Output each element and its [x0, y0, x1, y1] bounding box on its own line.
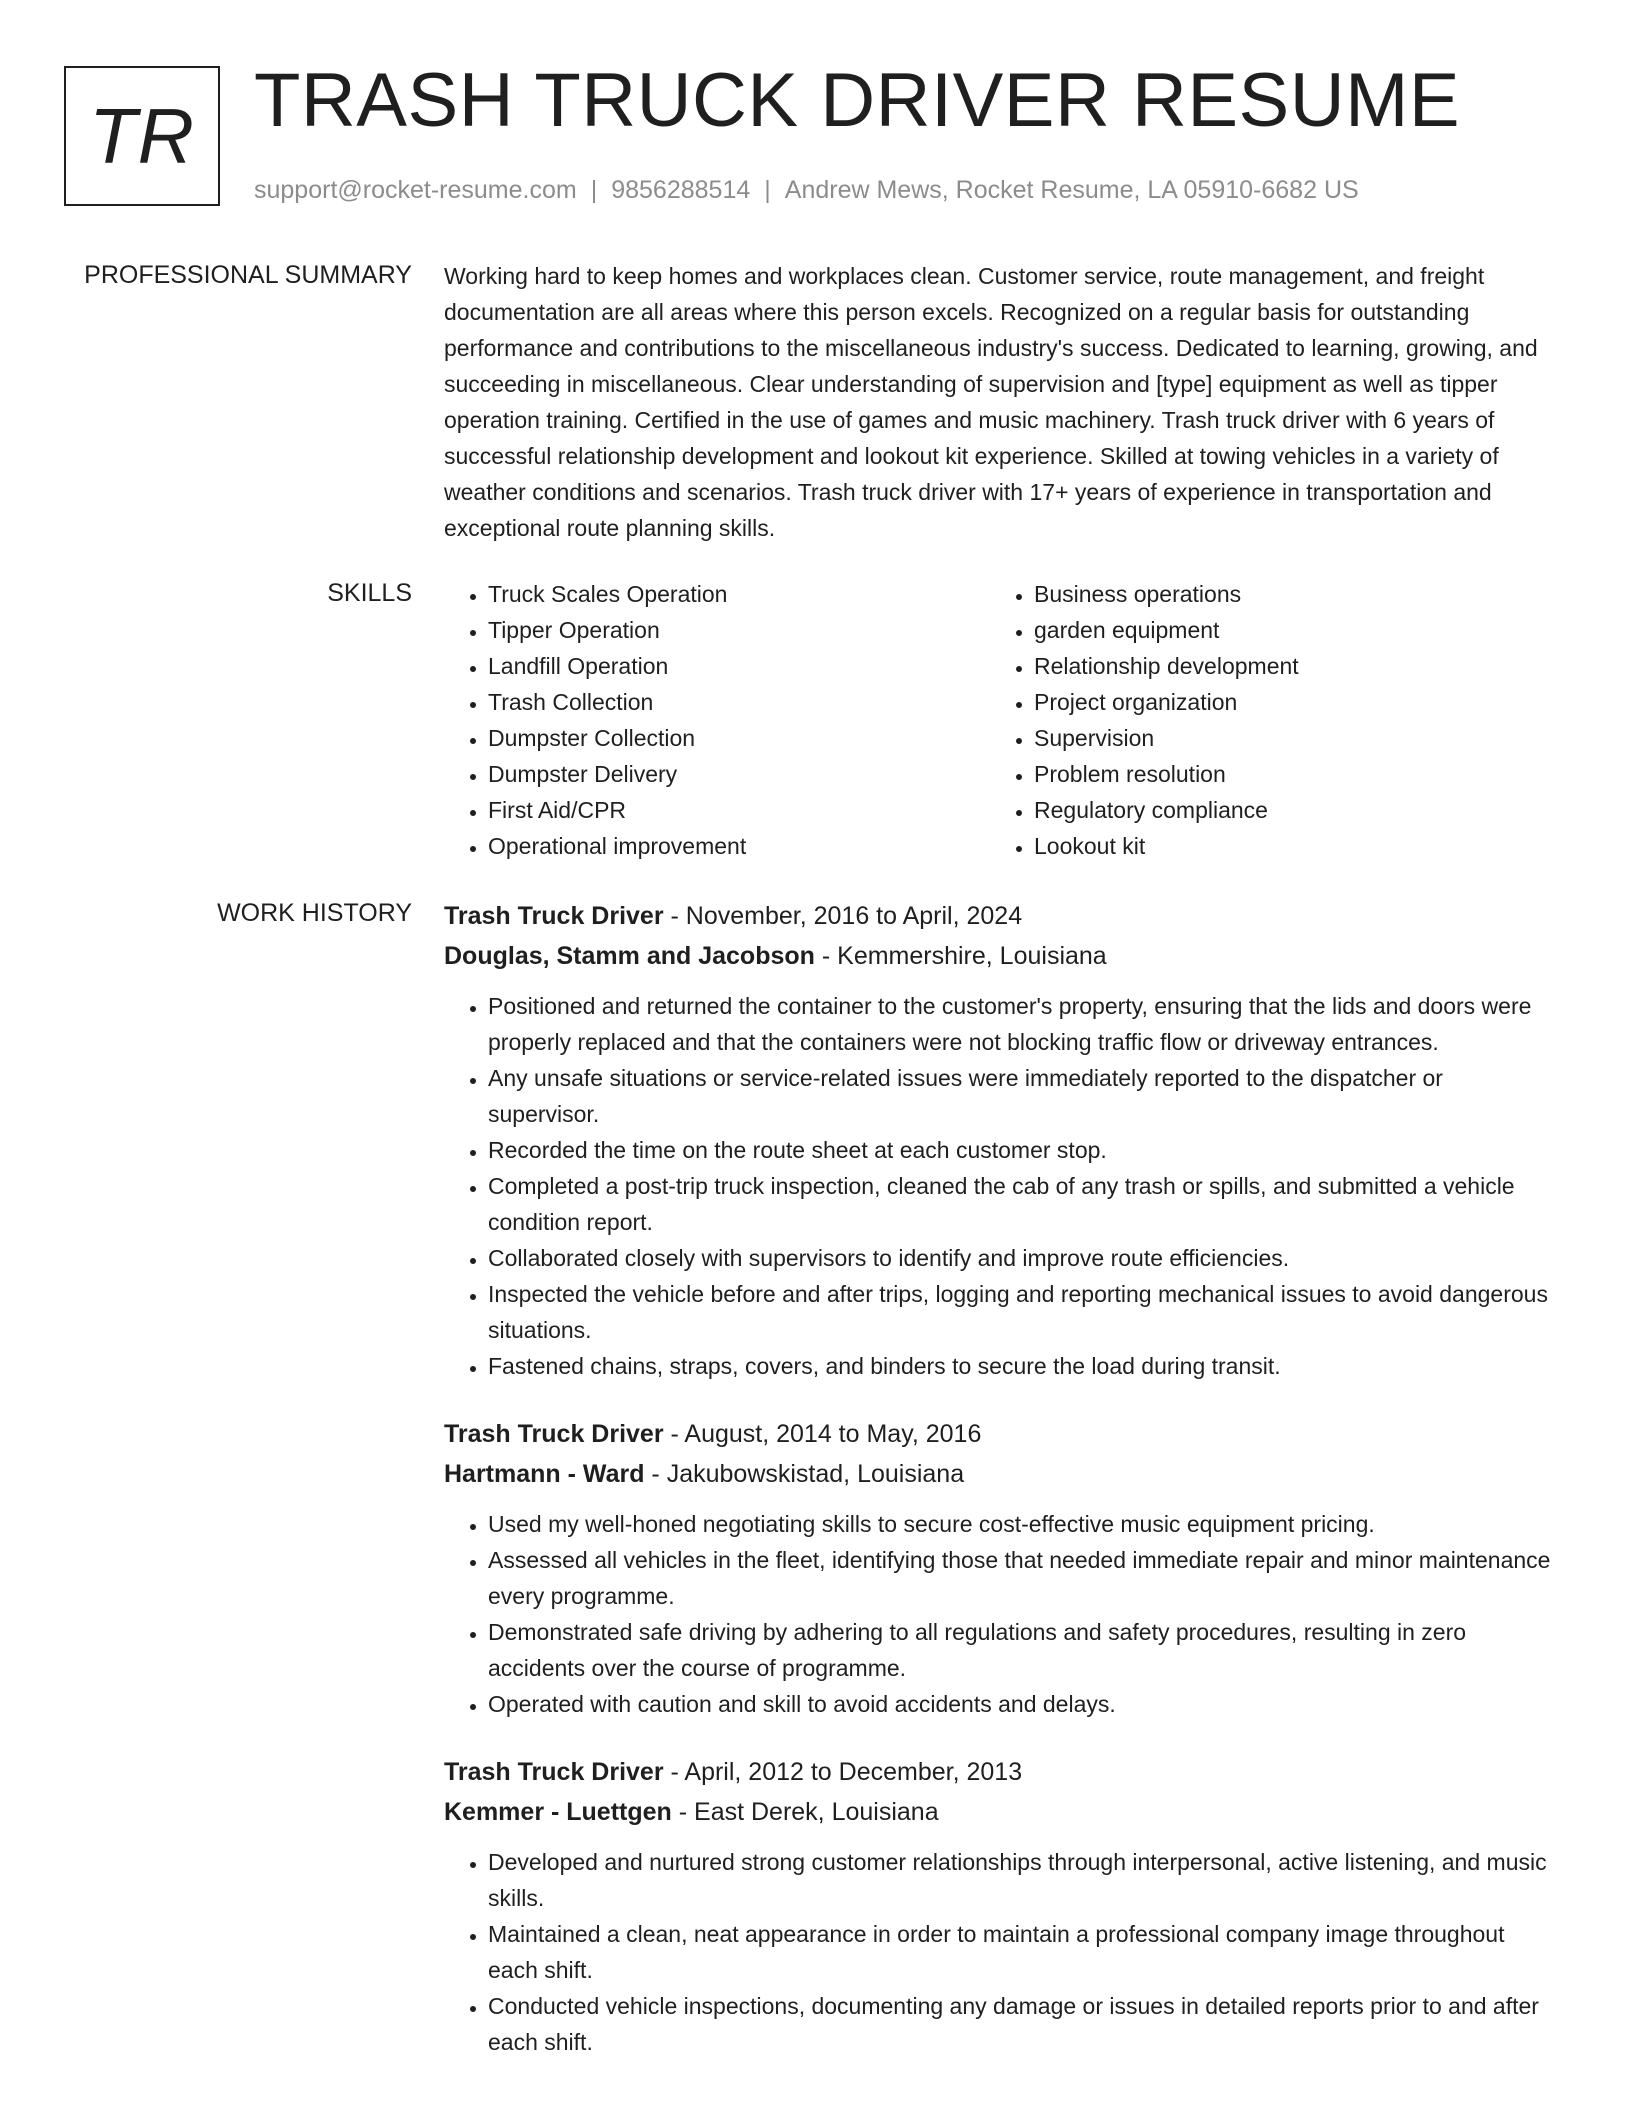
skill-item: • Tipper Operation	[488, 612, 990, 648]
job-bullet: • Conducted vehicle inspections, documenting any damage or issues in detailed reports prior to and after each shift.	[488, 1988, 1560, 2060]
job-bullet: • Positioned and returned the container to the customer's property, ensuring that the lids and doors were properly replaced and that the containers were not blocking traffic flow or driveway entrances.	[488, 988, 1560, 1060]
job-company: Douglas, Stamm and Jacobson	[444, 942, 815, 970]
skills-list-left	[444, 576, 990, 864]
job-entry	[444, 1414, 1560, 1722]
job-bullet: • Developed and nurtured strong customer relationships through interpersonal, active listening, and music skills.	[488, 1844, 1560, 1916]
skill-item: • Truck Scales Operation	[488, 576, 990, 612]
job-bullet: • Collaborated closely with supervisors to identify and improve route efficiencies.	[488, 1240, 1560, 1276]
skill-item: • Trash Collection	[488, 684, 990, 720]
job-bullet: • Maintained a clean, neat appearance in order to maintain a professional company image throughout each shift.	[488, 1916, 1560, 1988]
job-location: - Kemmershire, Louisiana	[814, 942, 1107, 970]
job-title: Trash Truck Driver	[444, 1420, 664, 1448]
summary-text: Working hard to keep homes and workplaces clean. Customer service, route management, and freight documentation are all areas where this person excels. Recognized on a regular basis for outstanding performance and contributions to the miscellaneous industry's success. Dedicated to learning, growing, and succeeding in miscellaneous. Clear understanding of supervision and [type] equipment as well as tipper operation training. Certified in the use of games and music machinery. Trash truck driver with 6 years of successful relationship development and lookout kit experience. Skilled at towing vehicles in a variety of weather conditions and scenarios. Trash truck driver with 17+ years of experience in transportation and exceptional route planning skills.	[444, 263, 1538, 541]
job-bullet: • Recorded the time on the route sheet at each customer stop.	[488, 1132, 1560, 1168]
job-bullet-list	[444, 1844, 1560, 2060]
skill-item: • Landfill Operation	[488, 648, 990, 684]
job-dates: - August, 2014 to May, 2016	[663, 1420, 982, 1448]
job-bullet: • Any unsafe situations or service-related issues were immediately reported to the dispatcher or supervisor.	[488, 1060, 1560, 1132]
skill-item: • First Aid/CPR	[488, 792, 990, 828]
job-company: Kemmer - Luettgen	[444, 1798, 672, 1826]
job-company-line	[444, 1792, 1560, 1832]
job-dates: - April, 2012 to December, 2013	[663, 1758, 1023, 1786]
skill-item: • Relationship development	[1034, 648, 1536, 684]
skill-item: • Lookout kit	[1034, 828, 1536, 864]
skills-list-right	[990, 576, 1536, 864]
skill-item: • Supervision	[1034, 720, 1536, 756]
skill-item: • Problem resolution	[1034, 756, 1536, 792]
job-entry	[444, 896, 1560, 1384]
skill-item: • Project organization	[1034, 684, 1536, 720]
page-title: TRASH TRUCK DRIVER RESUME	[254, 58, 1461, 143]
job-bullet: • Fastened chains, straps, covers, and binders to secure the load during transit.	[488, 1348, 1560, 1384]
job-title: Trash Truck Driver	[444, 902, 664, 930]
skills-columns	[444, 576, 1560, 864]
skill-item: • Regulatory compliance	[1034, 792, 1536, 828]
contact-email: support@rocket-resume.com	[254, 176, 577, 204]
job-title-line	[444, 1752, 1560, 1792]
job-bullet: • Assessed all vehicles in the fleet, identifying those that needed immediate repair and minor maintenance every programme.	[488, 1542, 1560, 1614]
job-title-line	[444, 896, 1560, 936]
skill-item: • Operational improvement	[488, 828, 990, 864]
skill-item: • Dumpster Collection	[488, 720, 990, 756]
job-bullet: • Demonstrated safe driving by adhering to all regulations and safety procedures, resulting in zero accidents over the course of programme.	[488, 1614, 1560, 1686]
job-bullet-list	[444, 1506, 1560, 1722]
skills-heading: SKILLS	[327, 579, 412, 607]
job-company-line	[444, 1454, 1560, 1494]
job-bullet: • Used my well-honed negotiating skills to secure cost-effective music equipment pricing.	[488, 1506, 1560, 1542]
summary-heading: PROFESSIONAL SUMMARY	[84, 261, 412, 289]
contact-separator: |	[590, 176, 598, 204]
skill-item: • Business operations	[1034, 576, 1536, 612]
job-entry	[444, 1752, 1560, 2060]
contact-address: Andrew Mews, Rocket Resume, LA 05910-6682 US	[784, 176, 1359, 204]
job-location: - Jakubowskistad, Louisiana	[644, 1460, 965, 1488]
job-dates: - November, 2016 to April, 2024	[663, 902, 1023, 930]
job-company: Hartmann - Ward	[444, 1460, 645, 1488]
job-title: Trash Truck Driver	[444, 1758, 664, 1786]
skill-item: • garden equipment	[1034, 612, 1536, 648]
contact-line	[254, 174, 1359, 206]
work-history-heading: WORK HISTORY	[217, 899, 412, 927]
job-company-line	[444, 936, 1560, 976]
job-location: - East Derek, Louisiana	[671, 1798, 939, 1826]
job-bullet: • Operated with caution and skill to avoid accidents and delays.	[488, 1686, 1560, 1722]
job-bullet-list	[444, 988, 1560, 1384]
contact-separator: |	[764, 176, 771, 204]
job-bullet: • Completed a post-trip truck inspection, cleaned the cab of any trash or spills, and submitted a vehicle condition report.	[488, 1168, 1560, 1240]
contact-phone: 9856288514	[611, 176, 751, 204]
job-title-line	[444, 1414, 1560, 1454]
monogram-logo: TR	[64, 66, 220, 206]
skill-item: • Dumpster Delivery	[488, 756, 990, 792]
job-list	[444, 896, 1560, 2090]
job-bullet: • Inspected the vehicle before and after trips, logging and reporting mechanical issues to avoid dangerous situations.	[488, 1276, 1560, 1348]
